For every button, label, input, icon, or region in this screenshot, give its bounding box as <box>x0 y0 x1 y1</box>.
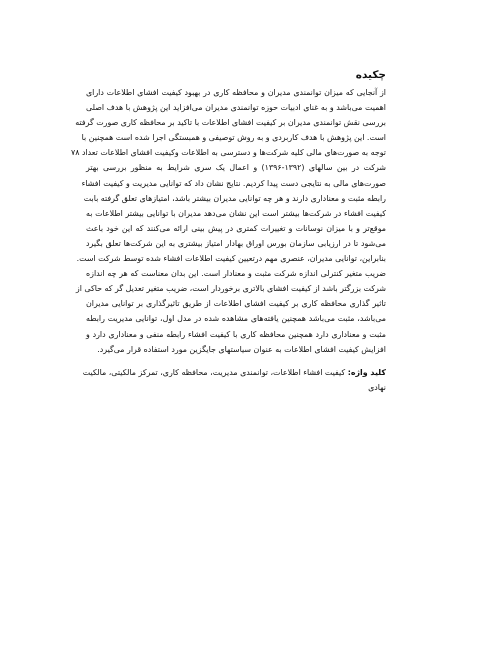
keywords-line-continued: نهادی <box>368 382 386 392</box>
abstract-line: می‌شود تا در ارزیابی سازمان بورس اوراق بهادار امتیاز بیشتری به این شرکت‌ها تعلق بگیرد <box>86 238 386 248</box>
abstract-line: صورت‌های مالی به نتایجی دست پیدا کردیم. نتایج نشان داد که توانایی مدیریت و کیفیت افشاء <box>81 178 386 188</box>
keywords-section <box>82 365 386 395</box>
abstract-line: کیفیت افشاء در شرکت‌ها بیشتر است این نشان می‌دهد مدیران با توانایی بیشتر اطلاعات به <box>86 208 386 218</box>
abstract-line: افزایش کیفیت افشای اطلاعات به عنوان سیاستهای جایگزین مورد استفاده قرار می‌گیرد. <box>97 344 386 354</box>
abstract-line: توجه به صورت‌های مالی کلیه شرکت‌ها و دسترسی به اطلاعات وکیفیت افشای اطلاعات تعداد ۷۸ <box>70 148 386 158</box>
abstract-line: مثبت و معناداری دارد همچنین محافظه کاری با کیفیت افشاء رابطه منفی و معناداری دارد و <box>86 329 386 339</box>
abstract-section <box>70 68 386 395</box>
abstract-line: بنابراین، توانایی مدیران، عنصری مهم درتعیین کیفیت اطلاعات افشاء شده توسط شرکت است. <box>76 254 386 264</box>
keywords-text: کیفیت افشاء اطلاعات، توانمندی مدیریت، محافظه کاری، تمرکز مالکیتی، مالکیت <box>82 367 346 377</box>
abstract-line: بررسی نقش توانمندی مدیران بر کیفیت افشای اطلاعات با تاکید بر محافظه کاری صورت گرفته <box>75 118 386 128</box>
keywords-line <box>82 365 386 380</box>
abstract-line: تاثیر گذاری محافظه کاری بر کیفیت افشای اطلاعات از طریق تاثیرگذاری بر توانایی مدیران <box>86 299 386 309</box>
abstract-line: می‌باشد، مثبت می‌باشد همچنین یافته‌های مشاهده شده در مدل اول، توانایی مدیریت رابطه <box>86 314 386 324</box>
abstract-line: است. این پژوهش با هدف کاربردی و به روش توصیفی و همبستگی اجرا شده است همچنین با <box>81 133 386 143</box>
abstract-line: شرکت بزرگتر باشد از کیفیت افشای بالاتری برخوردار است، ضریب متغیر تعدیل گر که حاکی از <box>75 284 386 294</box>
abstract-line: اهمیت می‌باشد و به غنای ادبیات حوزه توانمندی مدیران می‌افزاید این پژوهش با هدف اصلی <box>86 103 386 113</box>
keywords-label: کلید واژه: <box>347 367 386 377</box>
abstract-line: موقع‌تر و با میزان نوسانات و تغییرات کمتری در پیش بینی ارائه می‌کنند که این خود باعث <box>86 223 386 233</box>
abstract-line: شرکت در بین سالهای (۱۳۹۲-۱۳۹۶) و اعمال یک سری شرایط به منظور بررسی بهتر <box>86 163 386 173</box>
abstract-heading: چکیده <box>355 69 386 81</box>
abstract-paragraph <box>70 85 386 357</box>
abstract-line: رابطه مثبت و معناداری دارند و هر چه توانایی مدیران بیشتر باشد، امتیازهای تعلق گرفته بابت <box>83 193 386 203</box>
abstract-line: ضریب متغیر کنترلی اندازه شرکت مثبت و معنادار است. این بدان معناست که هر چه اندازه <box>86 269 386 279</box>
abstract-line: از آنجایی که میزان توانمندی مدیران و محافظه کاری در بهبود کیفیت افشای اطلاعات دارای <box>86 88 386 97</box>
